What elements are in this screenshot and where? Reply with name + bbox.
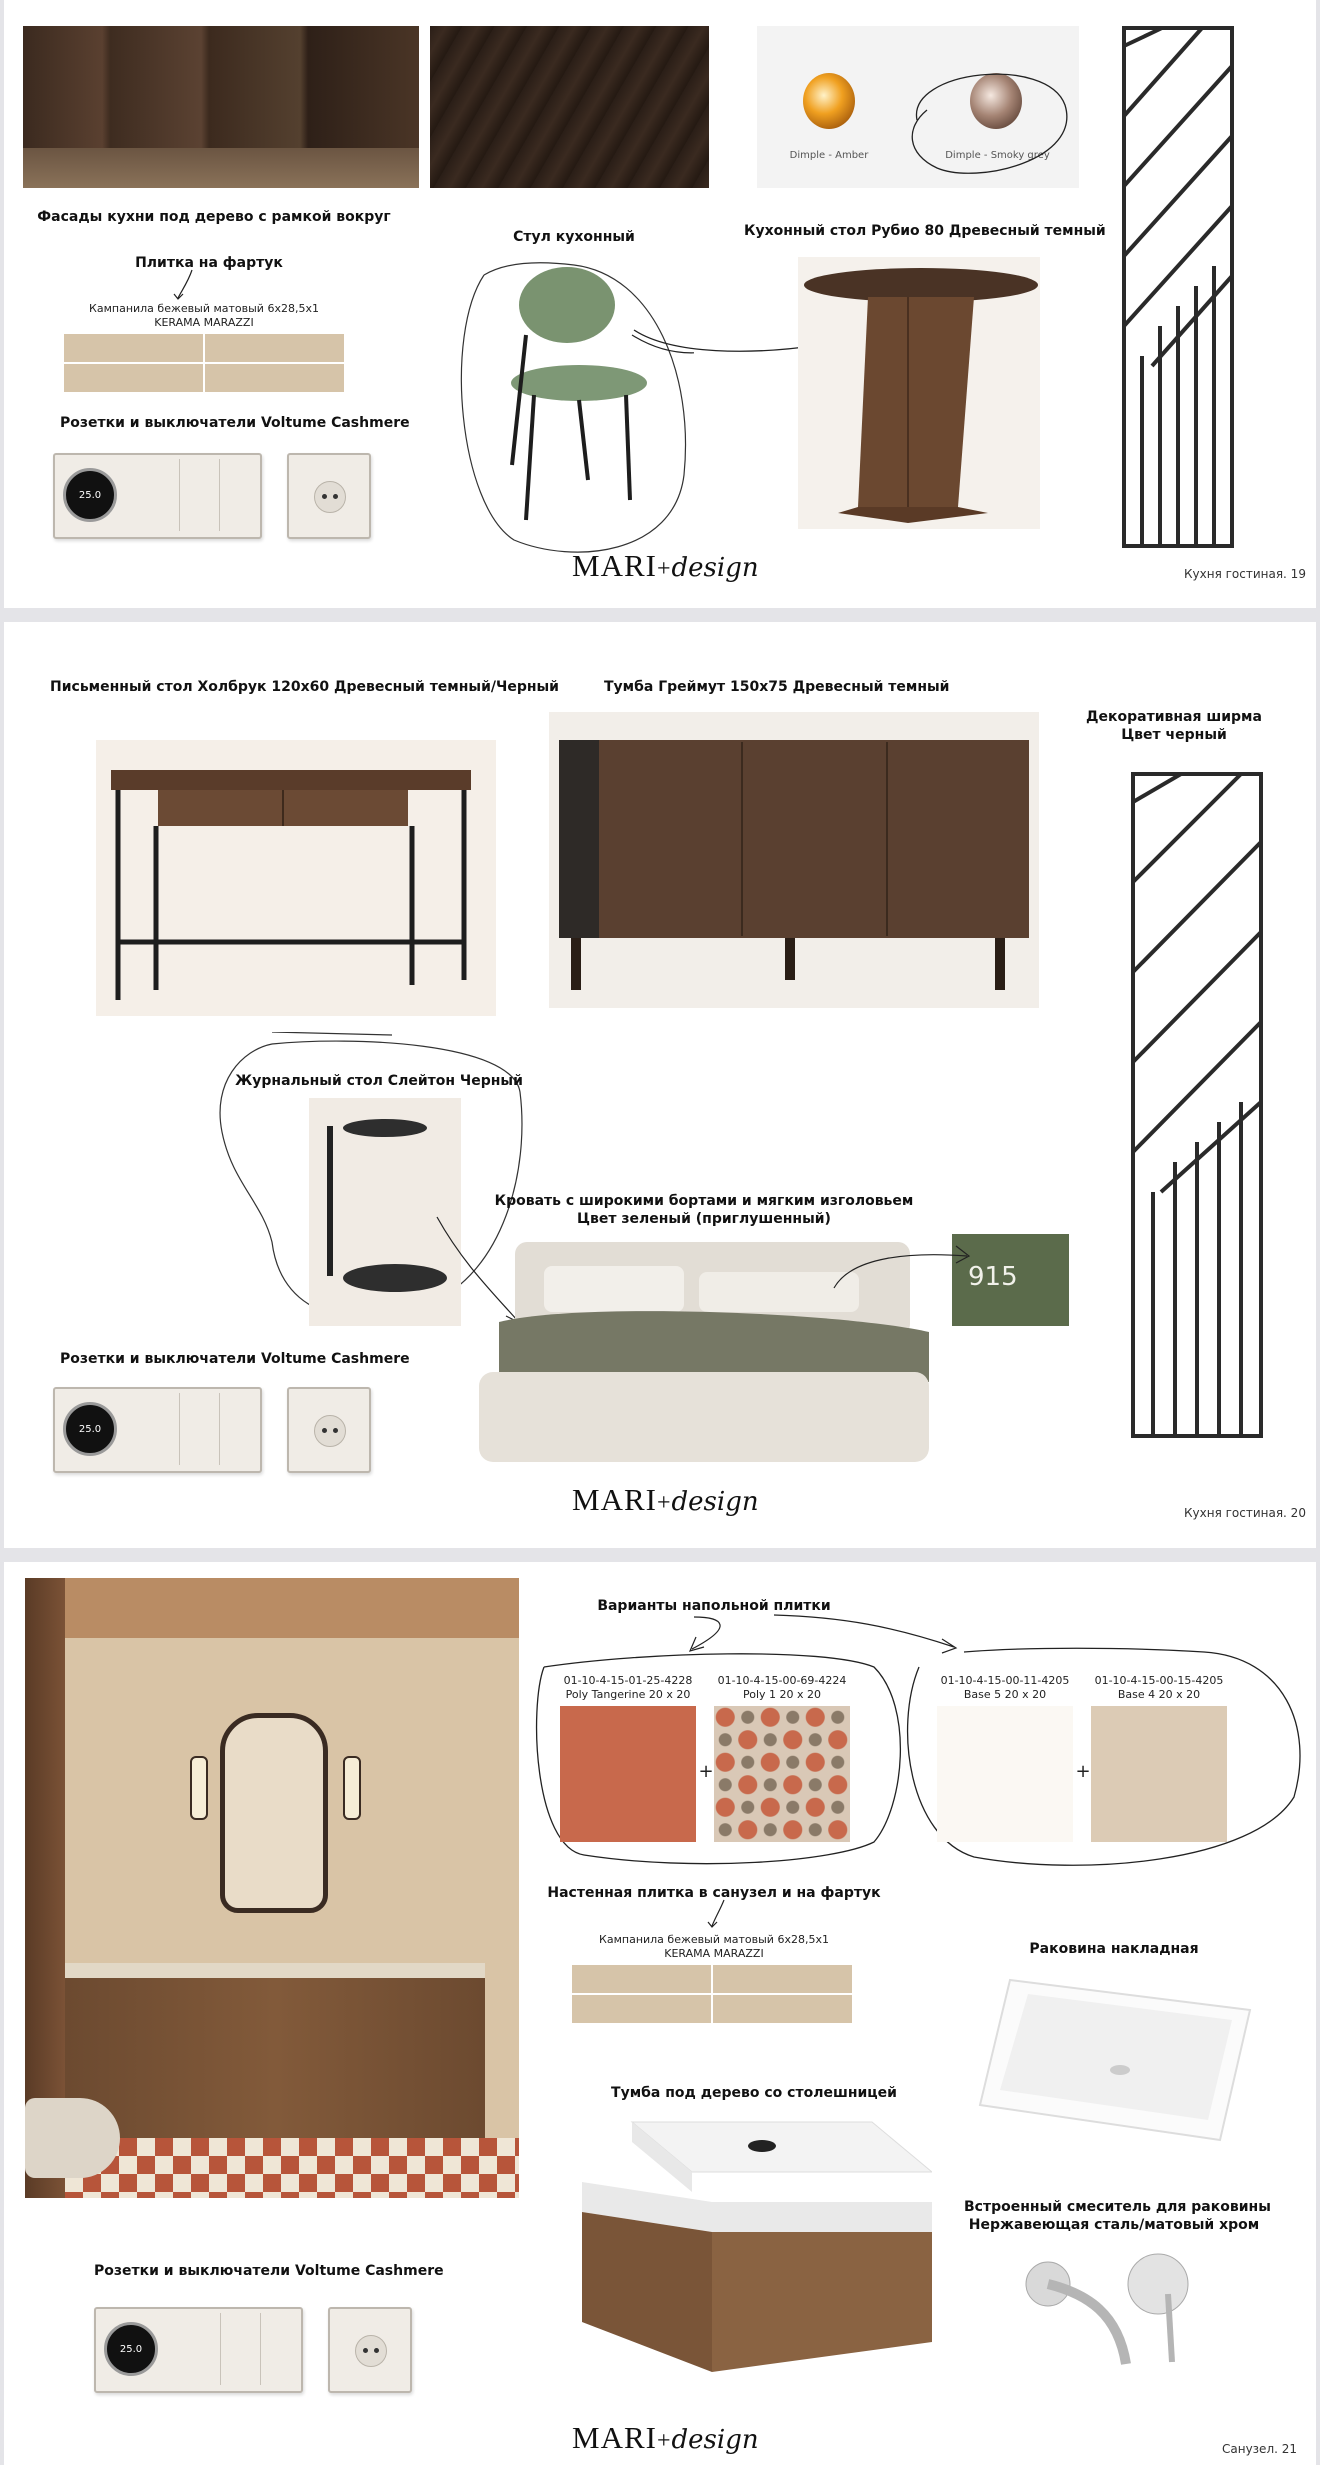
kitchen-facade-photo: [23, 26, 419, 188]
wall-tile-brand: KERAMA MARAZZI: [664, 1947, 764, 1960]
sideboard: [549, 712, 1039, 1008]
switch-plate: [53, 453, 262, 539]
brand-logo-20: MARI+design: [572, 1482, 759, 1517]
decorative-screen: [1122, 26, 1234, 548]
tile-1-swatch: [560, 1706, 696, 1842]
brand-logo: MARI+design: [572, 548, 759, 583]
coffee-table-title: Журнальный стол Слейтон Черный: [235, 1073, 523, 1089]
tile-2-name: Poly 1 20 x 20: [742, 1688, 822, 1701]
sockets-title-21: Розетки и выключатели Voltume Cashmere: [94, 2263, 444, 2279]
sockets-title-20: Розетки и выключатели Voltume Cashmere: [60, 1351, 410, 1367]
page-label-21: Санузел. 21: [1222, 2442, 1298, 2456]
tile-3-swatch: [937, 1706, 1073, 1842]
table-title: Кухонный стол Рубио 80 Древесный темный: [744, 223, 1106, 239]
sink-title: Раковина накладная: [1029, 1941, 1199, 1957]
sockets-title: Розетки и выключатели Voltume Cashmere: [60, 415, 410, 431]
bed-title-2: Цвет зеленый (приглушенный): [577, 1211, 831, 1227]
tile-4-code: 01-10-4-15-00-15-4205: [1094, 1674, 1224, 1687]
mixer-title-2: Нержавеющая сталь/матовый хром: [968, 2217, 1260, 2233]
arrow-annotation: [170, 268, 200, 302]
backsplash-tile-swatch: [64, 334, 346, 392]
facade-caption: Фасады кухни под дерево с рамкой вокруг: [37, 209, 391, 225]
wall-mixer: [1008, 2244, 1218, 2374]
floor-tiles-title: Варианты напольной плитки: [597, 1598, 831, 1614]
amber-knob: [803, 73, 855, 129]
circle-annotation: [897, 50, 1077, 184]
dimple-amber-label: Dimple - Amber: [789, 150, 869, 161]
mixer-title-1: Встроенный смеситель для раковины: [964, 2199, 1271, 2215]
page-label-20: Кухня гостиная. 20: [1184, 1506, 1306, 1520]
tile-2-code: 01-10-4-15-00-69-4224: [717, 1674, 847, 1687]
backsplash-tile-name: Кампанила бежевый матовый 6x28,5x1: [89, 302, 319, 315]
backsplash-title: Плитка на фартук: [135, 255, 283, 271]
sideboard-title: Тумба Греймут 150х75 Древесный темный: [604, 679, 950, 695]
kitchen-chair: [454, 255, 694, 555]
tile-3-name: Base 5 20 x 20: [963, 1688, 1047, 1701]
tile-1-code: 01-10-4-15-01-25-4228: [563, 1674, 693, 1687]
page-kitchen-19: [4, 0, 1316, 608]
backsplash-tile-brand: KERAMA MARAZZI: [154, 316, 254, 329]
dark-wood-photo: [430, 26, 709, 188]
page-bathroom-21: [4, 1562, 1316, 2465]
wall-tile-arrow: [704, 1898, 734, 1930]
bathroom-render: [25, 1578, 519, 2198]
arrow-to-swatch: [832, 1236, 982, 1296]
countertop-sink: [970, 1970, 1260, 2150]
screen-title-1: Декоративная ширма: [1086, 709, 1262, 725]
vanity-title: Тумба под дерево со столешницей: [611, 2085, 897, 2101]
switch-plate-21: [94, 2307, 303, 2393]
dimple-smoky-label: Dimple - Smoky grey: [945, 150, 1050, 161]
wall-tile-title: Настенная плитка в санузел и на фартук: [547, 1885, 881, 1901]
bed-title-1: Кровать с широкими бортами и мягким изголовьем: [494, 1193, 914, 1209]
desk-title: Письменный стол Холбрук 120х60 Древесный темный/Черный: [50, 679, 559, 695]
power-socket-21: [328, 2307, 412, 2393]
vanity: [572, 2112, 932, 2382]
tile-2-swatch: [714, 1706, 850, 1842]
plus-sign-1: +: [698, 1761, 714, 1782]
screen-title-2: Цвет черный: [1121, 727, 1227, 743]
wall-tile-name: Кампанила бежевый матовый 6x28,5x1: [599, 1933, 829, 1946]
tile-1-name: Poly Tangerine 20 x 20: [565, 1688, 691, 1701]
thermostat: 25.0: [63, 468, 117, 522]
switch-plate-20: [53, 1387, 262, 1473]
power-socket-20: [287, 1387, 371, 1473]
dimple-samples: [757, 26, 1079, 188]
thermostat-20: 25.0: [63, 1402, 117, 1456]
page-kitchen-20: [4, 622, 1316, 1548]
power-socket: [287, 453, 371, 539]
round-table: [798, 257, 1040, 529]
chair-title: Стул кухонный: [513, 229, 635, 245]
plus-sign-2: +: [1075, 1761, 1091, 1782]
tile-3-code: 01-10-4-15-00-11-4205: [940, 1674, 1070, 1687]
brand-logo-21: MARI+design: [572, 2420, 759, 2455]
wall-tile-swatch: [572, 1965, 854, 2023]
writing-desk: [96, 740, 496, 1016]
page-label: Кухня гостиная. 19: [1184, 567, 1306, 581]
thermostat-21: 25.0: [104, 2322, 158, 2376]
decorative-screen-2: [1131, 772, 1263, 1438]
tile-4-swatch: [1091, 1706, 1227, 1842]
swatch-code: 915: [968, 1262, 1018, 1292]
tile-4-name: Base 4 20 x 20: [1117, 1688, 1201, 1701]
